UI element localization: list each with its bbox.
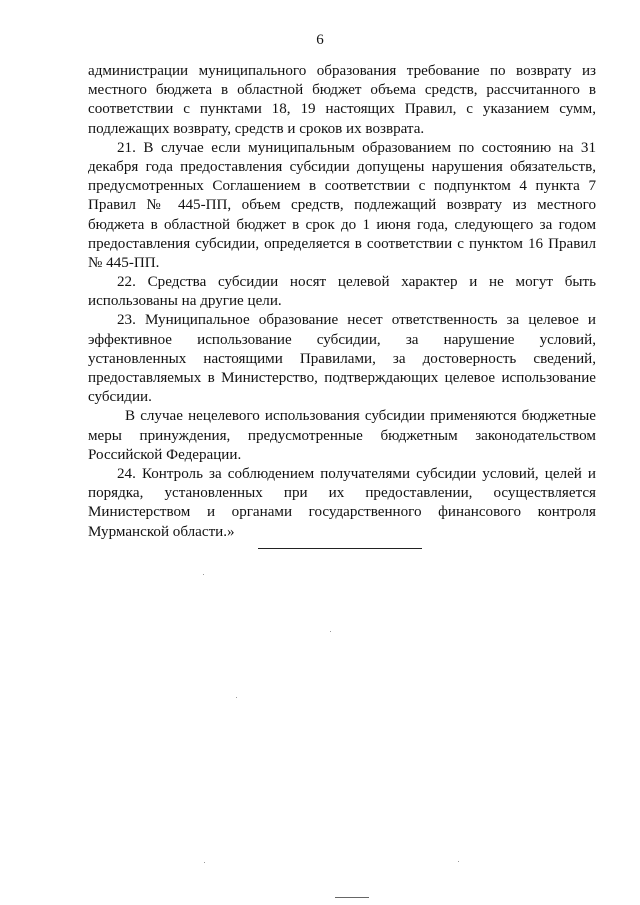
- text-line: предусмотренных Соглашением в соответствии с подпунктом 4 пункта 7: [88, 178, 596, 195]
- text-line: бюджета в областной бюджет в срок до 1 июня года, следующего за годом: [88, 216, 596, 233]
- text-line: 22. Средства субсидии носят целевой характер и не могут быть: [117, 274, 596, 291]
- page-number: 6: [316, 32, 324, 48]
- paragraph-item-22: [88, 273, 596, 311]
- text-line: 23. Муниципальное образование несет ответственность за целевое и: [117, 312, 596, 329]
- scan-speck: [330, 631, 331, 632]
- scan-speck: [204, 862, 205, 863]
- text-line: Правил № 445-ПП, объем средств, подлежащий возврату из местного: [88, 197, 596, 214]
- text-line: Российской Федерации.: [88, 446, 242, 463]
- scan-speck: [236, 697, 237, 698]
- text-line: администрации муниципального образования требование по возврату из: [88, 63, 596, 79]
- text-line: Министерством и органами государственного финансового контроля: [88, 504, 596, 521]
- text-line: соответствии с пунктами 18, 19 настоящих Правил, с указанием сумм,: [88, 101, 596, 118]
- text-line: В случае нецелевого использования субсидии применяются бюджетные: [125, 408, 596, 425]
- bottom-edge-mark: [335, 897, 369, 898]
- text-line: предоставляемых в Министерство, подтверждающих целевое использование: [88, 370, 596, 386]
- text-line: № 445-ПП.: [88, 254, 160, 271]
- text-line: установленных настоящими Правилами, за достоверность сведений,: [88, 350, 596, 367]
- document-body: [88, 62, 596, 542]
- text-line: Мурманской области.»: [88, 523, 235, 540]
- text-line: предоставления субсидии, определяется в соответствии с пунктом 16 Правил: [88, 235, 596, 252]
- paragraph-item-24: [88, 465, 596, 542]
- text-line: использованы на другие цели.: [88, 293, 282, 310]
- text-line: субсидии.: [88, 389, 152, 406]
- paragraph-item-23: [88, 311, 596, 407]
- paragraph-continuation: [88, 62, 596, 139]
- scan-speck: [203, 574, 204, 575]
- text-line: порядка, установленных при их предоставлении, осуществляется: [88, 485, 596, 502]
- text-line: декабря года предоставления субсидии допущены нарушения обязательств,: [88, 158, 596, 175]
- scan-speck: [458, 861, 459, 862]
- text-line: 24. Контроль за соблюдением получателями субсидии условий, целей и: [117, 465, 596, 482]
- paragraph-item-21: [88, 139, 596, 273]
- text-line: местного бюджета в областной бюджет объема средств, рассчитанного в: [88, 82, 596, 99]
- text-line: 21. В случае если муниципальным образованием по состоянию на 31: [117, 139, 596, 156]
- text-line: эффективное использование субсидии, за нарушение условий,: [88, 331, 596, 348]
- text-line: меры принуждения, предусмотренные бюджетным законодательством: [88, 427, 596, 444]
- text-line: подлежащих возврату, средств и сроков их возврата.: [88, 120, 425, 137]
- paragraph-item-23-sanctions: [88, 407, 596, 465]
- end-separator-line: [258, 548, 422, 549]
